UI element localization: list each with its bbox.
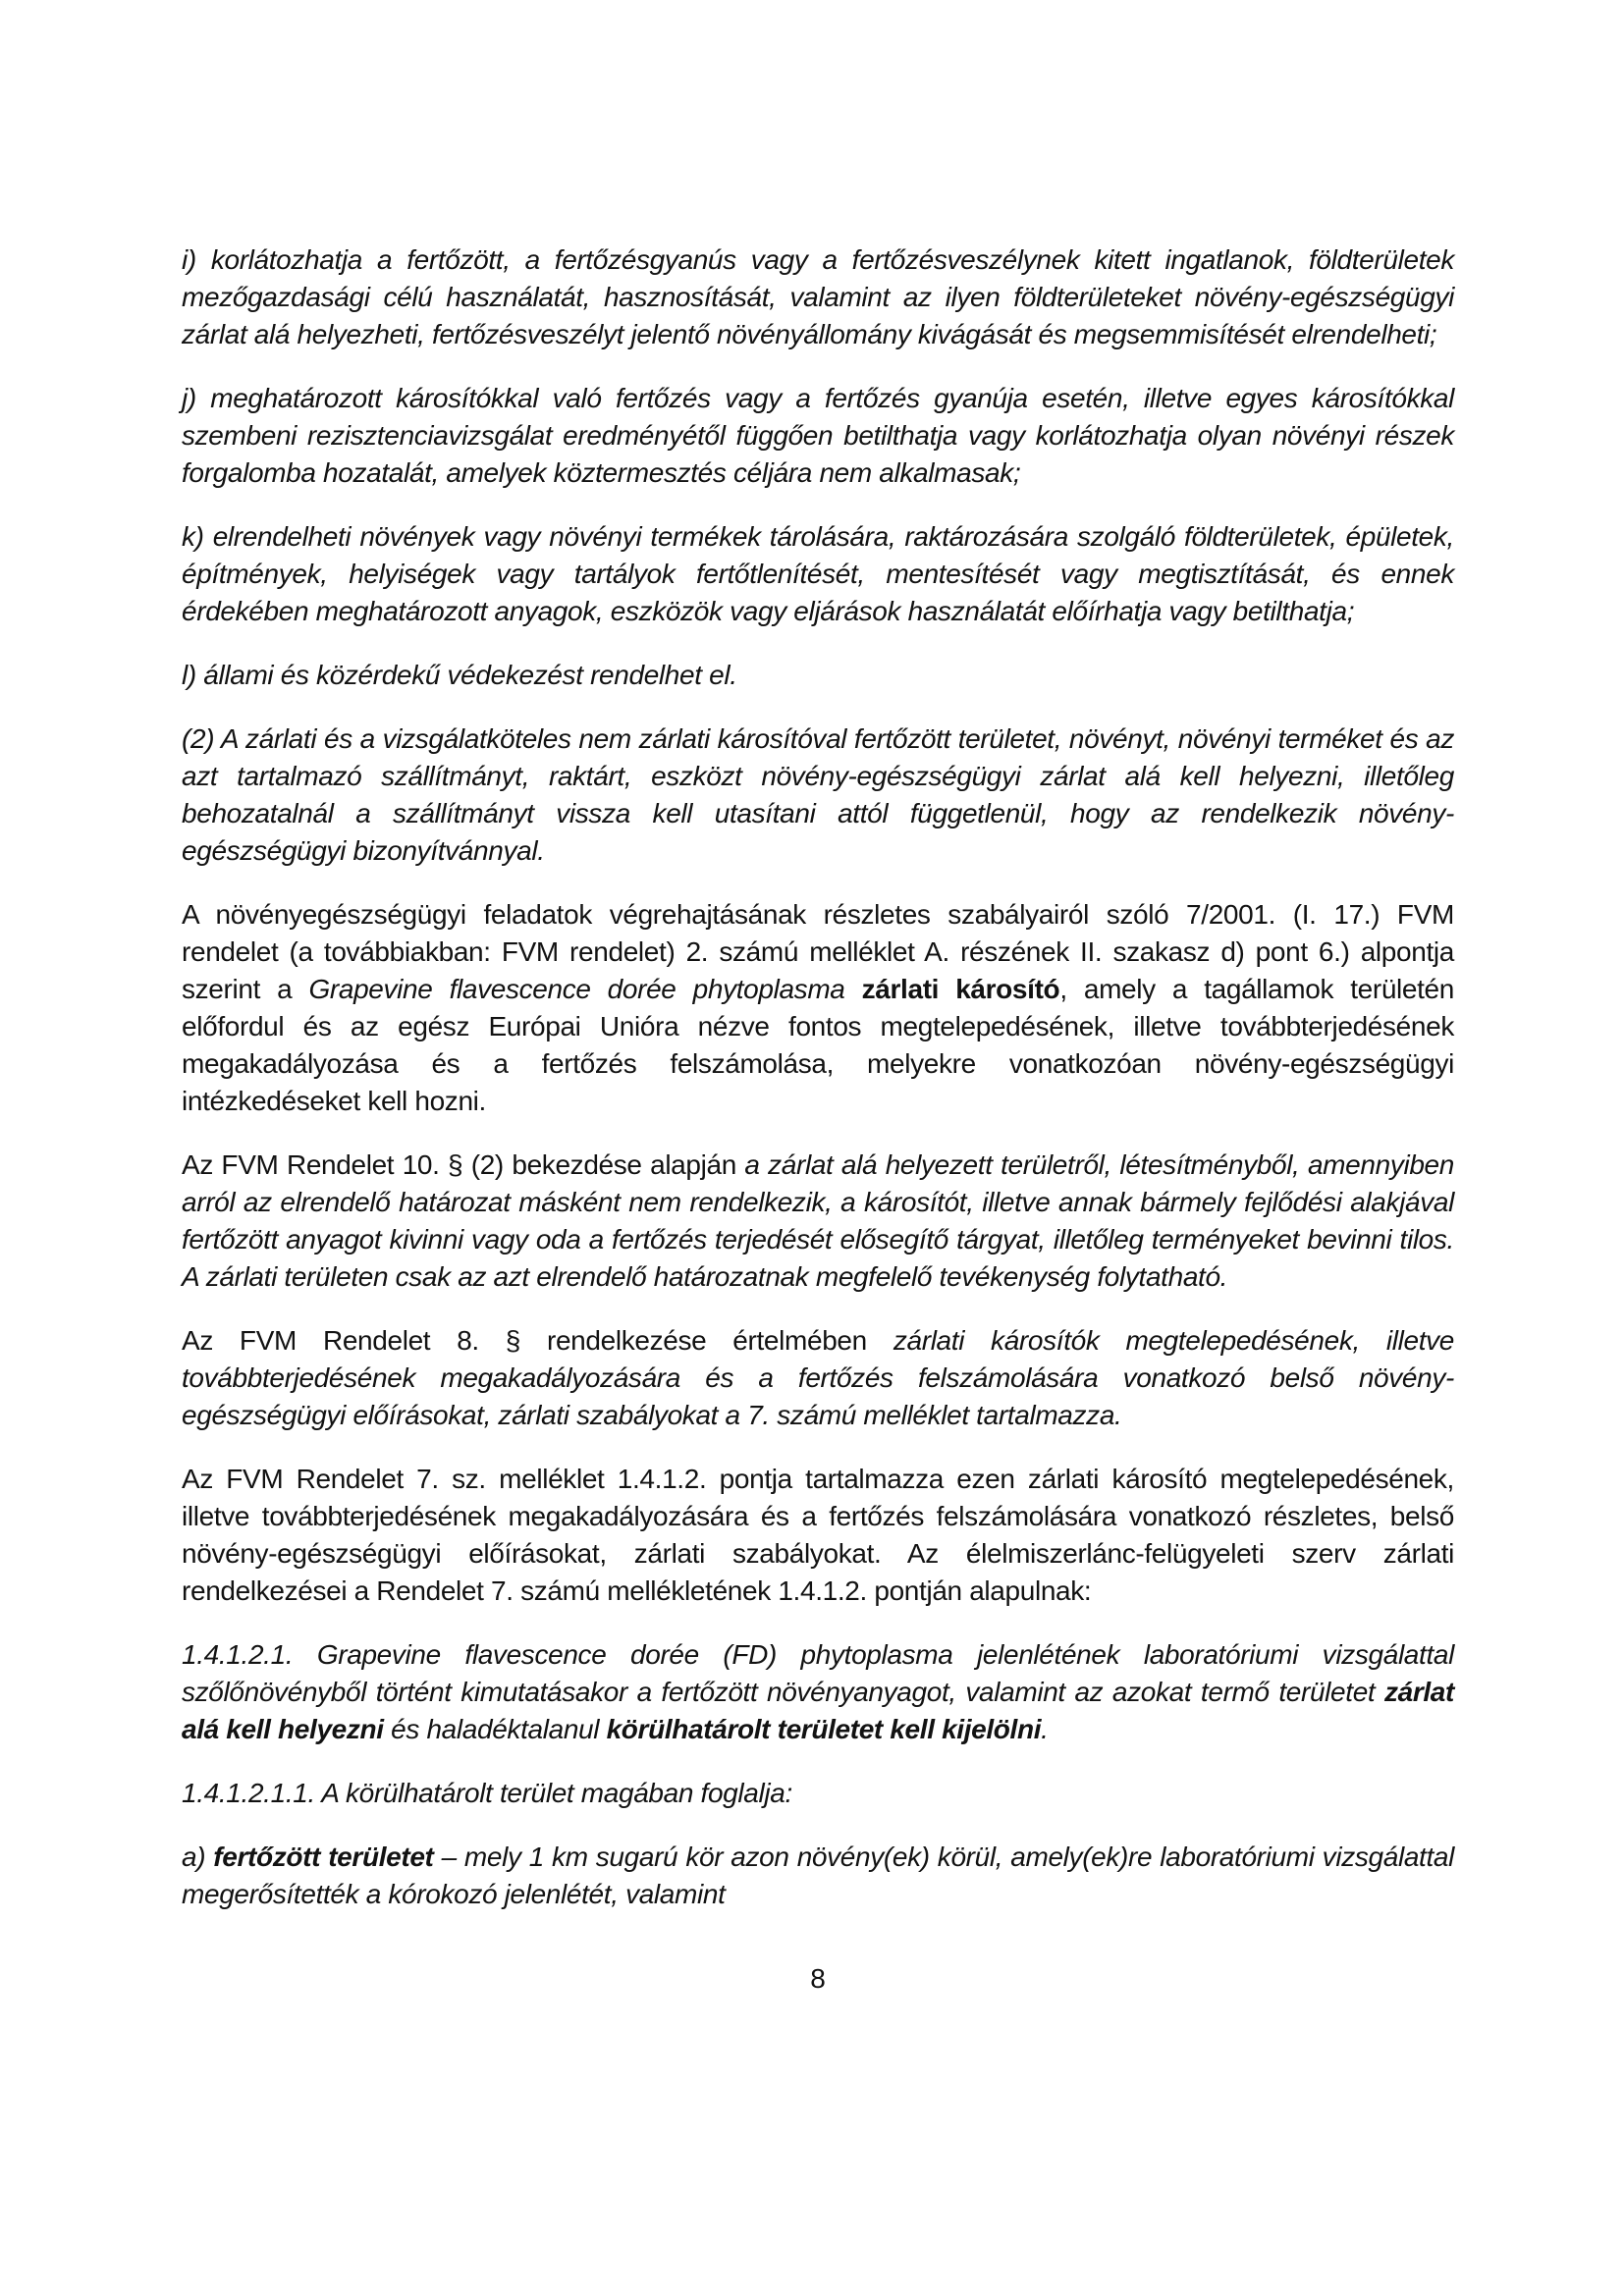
text-run: körülhatárolt területet kell kijelölni xyxy=(606,1714,1042,1744)
paragraph xyxy=(182,721,1454,870)
text-run: a zárlat alá helyezett területről, létesítményből, amennyiben arról az elrendelő határozat másként nem rendelkezik, a károsítót, illetve annak bármely fejlődési alakjával fertőzött anyagot kivinni vagy oda a fertőzés terjedését elősegítő tárgyat, illetőleg terményeket bevinni tilos. A zárlati területen csak az azt elrendelő határozatnak megfelelő tevékenység folytatható. xyxy=(182,1149,1455,1292)
text-run: Grapevine flavescence dorée phytoplasma xyxy=(308,974,845,1004)
text-run: l) állami és közérdekű védekezést rendelhet el. xyxy=(182,660,737,690)
text-run: Az FVM Rendelet 7. sz. melléklet 1.4.1.2. pontja tartalmazza ezen zárlati károsító megtelepedésének, illetve továbbterjedésének megakadályozására és a fertőzés felszámolására vonatkozó részletes, belső növény-egészségügyi előírásokat, zárlati szabályokat. Az élelmiszerlánc-felügyeleti szerv zárlati rendelkezései a Rendelet 7. számú mellékletének 1.4.1.2. pontján alapulnak: xyxy=(182,1464,1454,1606)
paragraph xyxy=(182,1636,1454,1748)
text-run: i) korlátozhatja a fertőzött, a fertőzésgyanús vagy a fertőzésveszélynek kitett ingatlanok, földterületek mezőgazdasági célú használatát, hasznosítását, valamint az ilyen földterületeket növény-egészségügyi zárlat alá helyezheti, fertőzésveszélyt jelentő növényállomány kivágását és megsemmisítését elrendelheti; xyxy=(182,244,1454,349)
text-run: A növényegészségügyi feladatok végrehajtásának részletes szabályairól szóló 7/2001. (I. 17.) FVM rendelet (a továbbiakban: FVM rendelet) 2. számú melléklet A. részének II. szakasz d) pont 6.) alpontja szerint a xyxy=(182,899,1454,1004)
page-number: 8 xyxy=(810,1963,826,1994)
text-run: j) meghatározott károsítókkal való fertőzés vagy a fertőzés gyanúja esetén, illetve egyes károsítókkal szembeni rezisztenciavizsgálat eredményétől függően betilthatja vagy korlátozhatja olyan növényi részek forgalomba hozatalát, amelyek köztermesztés céljára nem alkalmasak; xyxy=(182,383,1454,488)
text-run: a) xyxy=(182,1842,214,1872)
text-run xyxy=(845,974,862,1004)
paragraph xyxy=(182,1839,1454,1913)
paragraph xyxy=(182,896,1454,1120)
paragraph xyxy=(182,241,1454,353)
text-run: . xyxy=(1041,1714,1049,1744)
paragraph xyxy=(182,1775,1454,1812)
paragraph xyxy=(182,1322,1454,1434)
paragraph xyxy=(182,657,1454,694)
text-run: Az FVM Rendelet 10. § (2) bekezdése alapján xyxy=(182,1149,745,1180)
text-run: és haladéktalanul xyxy=(383,1714,607,1744)
text-run: zárlati károsítók megtelepedésének, illetve továbbterjedésének megakadályozására és a fertőzés felszámolására vonatkozó belső növény-egészségügyi előírásokat, zárlati szabályokat a 7. számú melléklet tartalmazza. xyxy=(182,1325,1454,1430)
text-run: (2) A zárlati és a vizsgálatköteles nem zárlati károsítóval fertőzött területet, növényt, növényi terméket és az azt tartalmazó szállítmányt, raktárt, eszközt növény-egészségügyi zárlat alá kell helyezni, illetőleg behozatalnál a szállítmányt vissza kell utasítani attól függetlenül, hogy az rendelkezik növény-egészségügyi bizonyítvánnyal. xyxy=(182,723,1454,866)
text-run: k) elrendelheti növények vagy növényi termékek tárolására, raktározására szolgáló földterületek, épületek, építmények, helyiségek vagy tartályok fertőtlenítését, mentesítését vagy megtisztítását, és ennek érdekében meghatározott anyagok, eszközök vagy eljárások használatát előírhatja vagy betilthatja; xyxy=(182,521,1454,626)
text-run: zárlati károsító xyxy=(861,974,1060,1004)
text-run: 1.4.1.2.1. Grapevine flavescence dorée (FD) phytoplasma jelenlétének laboratóriumi vizsgálattal szőlőnövényből történt kimutatásakor a fertőzött növényanyagot, valamint az azokat termő területet xyxy=(182,1639,1454,1707)
text-run: , amely a tagállamok területén előfordul és az egész Európai Unióra nézve fontos megtelepedésének, illetve továbbterjedésének megakadályozása és a fertőzés felszámolása, melyekre vonatkozóan növény-egészségügyi intézkedéseket kell hozni. xyxy=(182,974,1455,1116)
text-run: Az FVM Rendelet 8. § rendelkezése értelmében xyxy=(182,1325,893,1356)
text-run: fertőzött területet xyxy=(213,1842,434,1872)
paragraph xyxy=(182,518,1454,630)
text-run: 1.4.1.2.1.1. A körülhatárolt terület magában foglalja: xyxy=(182,1778,792,1808)
paragraph xyxy=(182,1147,1454,1296)
paragraph xyxy=(182,1461,1454,1610)
text-run: zárlat alá kell helyezni xyxy=(182,1677,1454,1744)
text-run: – mely 1 km sugarú kör azon növény(ek) körül, amely(ek)re laboratóriumi vizsgálattal megerősítették a kórokozó jelenlétét, valamint xyxy=(182,1842,1454,1909)
document-body xyxy=(182,241,1454,1998)
paragraph xyxy=(182,380,1454,492)
